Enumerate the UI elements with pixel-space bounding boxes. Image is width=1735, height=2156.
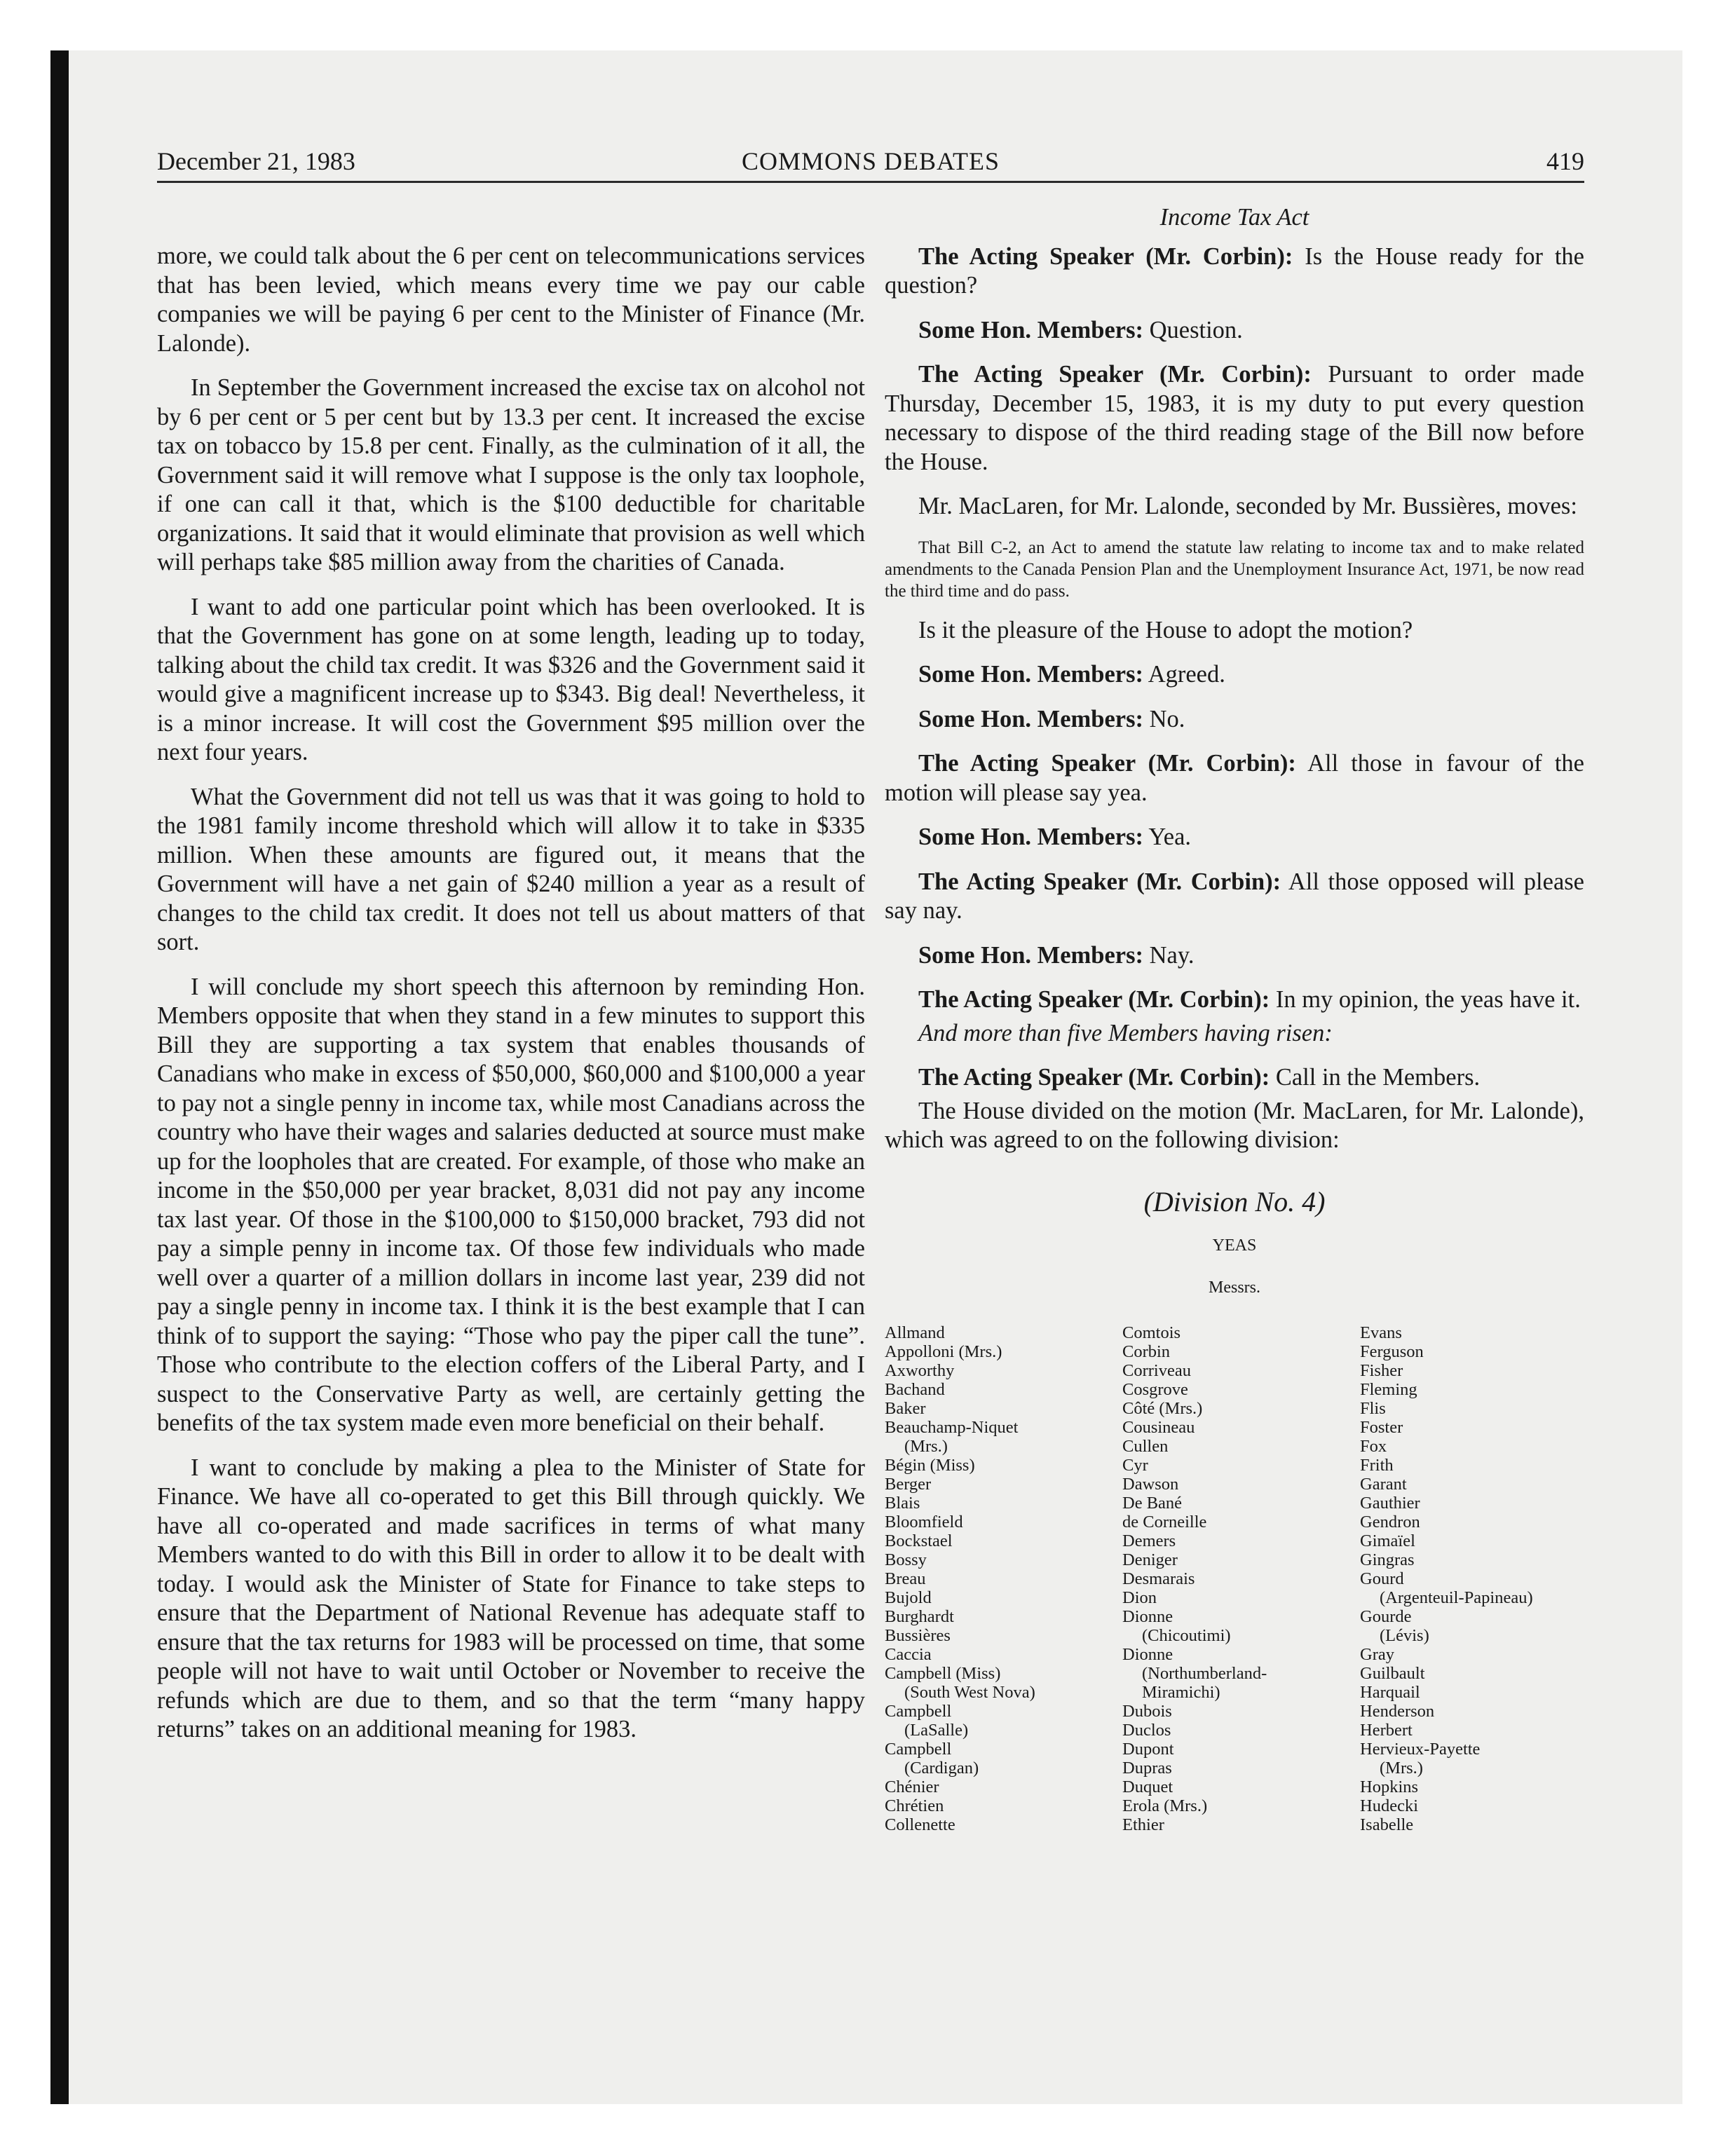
member-name: Bossy	[885, 1550, 927, 1569]
member-name: Dionne	[1122, 1645, 1173, 1664]
page-number: 419	[1546, 147, 1584, 175]
division-title: (Division No. 4)	[1143, 1185, 1326, 1217]
member-name: Breau	[885, 1569, 926, 1588]
member-name: Gourde	[1360, 1607, 1412, 1626]
member-name: Harquail	[1360, 1683, 1420, 1702]
member-name: Blais	[885, 1494, 920, 1513]
member-name: de Corneille	[1122, 1513, 1207, 1531]
speaker-name: The Acting Speaker (Mr. Corbin):	[918, 243, 1293, 270]
member-name: Allmand	[885, 1323, 945, 1342]
member-name: Bégin (Miss)	[885, 1456, 975, 1475]
entry-text: Pursuant to order made Thursday, December 15, 1983, it is my duty to put every question necessary to dispose of the third reading stage of the Bill now before the House.	[885, 361, 1584, 475]
member-name: Dawson	[1122, 1475, 1179, 1494]
member-name: Guilbault	[1360, 1664, 1425, 1683]
running-head: Income Tax Act	[1159, 204, 1309, 231]
member-name: Herbert	[1360, 1721, 1413, 1740]
debate-entry: The House divided on the motion (Mr. MacLaren, for Mr. Lalonde), which was agreed to on the following division:	[885, 1097, 1584, 1153]
member-name: Fleming	[1360, 1380, 1417, 1399]
member-name: (Chicoutimi)	[1142, 1626, 1231, 1645]
member-name: Gray	[1360, 1645, 1394, 1664]
entry-text: All those opposed will please say nay.	[885, 868, 1584, 924]
debate-entry	[885, 243, 1584, 301]
name-column	[1360, 1323, 1584, 1834]
speaker-name: The Acting Speaker (Mr. Corbin):	[918, 361, 1312, 388]
right-column	[885, 203, 1584, 1834]
division-name-list	[885, 1323, 1584, 1834]
member-name: Corriveau	[1122, 1361, 1191, 1380]
member-name: Ethier	[1122, 1815, 1164, 1834]
debate-entry	[885, 660, 1584, 690]
debate-entry	[885, 705, 1584, 735]
debate-entry: Mr. MacLaren, for Mr. Lalonde, seconded by Mr. Bussières, moves:	[918, 493, 1577, 519]
speaker-name: The Acting Speaker (Mr. Corbin):	[918, 1064, 1270, 1091]
member-name: Cousineau	[1122, 1418, 1195, 1437]
member-name: De Bané	[1122, 1494, 1183, 1513]
member-name: Dionne	[1122, 1607, 1173, 1626]
member-name: (Northumberland-	[1142, 1664, 1267, 1683]
debate-entry	[885, 985, 1584, 1015]
member-name: Deniger	[1122, 1550, 1178, 1569]
debate-entry	[885, 316, 1584, 346]
entry-text: Question.	[1143, 316, 1243, 343]
entry-text: In my opinion, the yeas have it.	[1270, 986, 1581, 1013]
stage-direction: And more than five Members having risen:	[918, 1019, 1333, 1046]
member-name: Bachand	[885, 1380, 945, 1399]
debate-entry	[885, 941, 1584, 971]
member-name: Demers	[1122, 1531, 1176, 1550]
paragraph: I want to conclude by making a plea to the Minister of State for Finance. We have all co-operated to get this Bill through quickly. We have all co-operated and made sacrifices in terms of what many Members wanted to do with this Bill in order to allow it to be dealt with today. I would ask the Minister of State for Finance to take steps to ensure that the Department of National Revenue has adequate staff to ensure that the tax returns for 1983 will be processed on time, that some people will not have to wait until October or November to receive the refunds which are due to them, and so that the term “many happy returns” takes on an additional meaning for 1983.	[157, 1454, 865, 1742]
debate-entry	[885, 360, 1584, 477]
member-name: Hervieux-Payette	[1360, 1740, 1481, 1759]
member-name: Fox	[1360, 1437, 1387, 1456]
speaker-name: The Acting Speaker (Mr. Corbin):	[918, 750, 1296, 777]
member-name: Cosgrove	[1122, 1380, 1188, 1399]
member-name: Frith	[1360, 1456, 1394, 1475]
header-rule	[157, 181, 1584, 183]
entry-text: Call in the Members.	[1270, 1064, 1481, 1091]
name-column	[1122, 1323, 1347, 1834]
member-name: Bujold	[885, 1588, 932, 1607]
member-name: Collenette	[885, 1815, 955, 1834]
member-name: Chrétien	[885, 1796, 944, 1815]
name-column	[885, 1323, 1109, 1834]
member-name: Erola (Mrs.)	[1122, 1796, 1208, 1815]
page-header	[157, 144, 1584, 180]
member-name: Flis	[1360, 1399, 1386, 1418]
paragraph: I want to add one particular point which has been overlooked. It is that the Government has gone on at some length, leading up to today, talking about the child tax credit. It was $326 and the Government said it would give a magnificent increase up to $343. Big deal! Nevertheless, it is a minor increase. It will cost the Government $95 million over the next four years.	[157, 593, 865, 765]
scan-border	[50, 50, 69, 2104]
member-name: Gimaïel	[1360, 1531, 1415, 1550]
member-name: Isabelle	[1360, 1815, 1414, 1834]
member-name: (Argenteuil-Papineau)	[1380, 1588, 1533, 1607]
member-name: Foster	[1360, 1418, 1403, 1437]
member-name: Garant	[1360, 1475, 1407, 1494]
entry-text: No.	[1143, 705, 1185, 732]
member-name: Appolloni (Mrs.)	[885, 1342, 1002, 1361]
member-name: (LaSalle)	[904, 1721, 969, 1740]
member-name: Baker	[885, 1399, 926, 1418]
header-title: COMMONS DEBATES	[741, 147, 1000, 175]
member-name: Miramichi)	[1142, 1683, 1220, 1702]
member-name: Bloomfield	[885, 1513, 963, 1531]
member-name: Axworthy	[885, 1361, 955, 1380]
left-column	[157, 242, 865, 1760]
member-name: Henderson	[1360, 1702, 1435, 1721]
division-label: YEAS	[1212, 1236, 1257, 1255]
member-name: Campbell	[885, 1702, 952, 1721]
member-name: (Mrs.)	[904, 1437, 948, 1456]
motion-text: That Bill C-2, an Act to amend the statute law relating to income tax and to make related amendments to the Canada Pension Plan and the Unemployment Insurance Act, 1971, be now read the third time and do pass.	[885, 538, 1584, 601]
member-name: Campbell (Miss)	[885, 1664, 1001, 1683]
member-name: Cyr	[1122, 1456, 1148, 1475]
member-name: Duquet	[1122, 1778, 1173, 1796]
member-name: Gingras	[1360, 1550, 1415, 1569]
member-name: Corbin	[1122, 1342, 1171, 1361]
paragraph: more, we could talk about the 6 per cent on telecommunications services that has been levied, which means every time we pay our cable companies we will be paying 6 per cent to the Minister of Finance (Mr. Lalonde).	[157, 243, 865, 357]
member-name: Hopkins	[1360, 1778, 1419, 1796]
member-name: Hudecki	[1360, 1796, 1418, 1815]
member-name: Gauthier	[1360, 1494, 1420, 1513]
member-name: Fisher	[1360, 1361, 1403, 1380]
member-name: (Cardigan)	[904, 1759, 979, 1778]
member-name: Côté (Mrs.)	[1122, 1399, 1203, 1418]
speaker-name: The Acting Speaker (Mr. Corbin):	[918, 986, 1270, 1013]
member-name: Cullen	[1122, 1437, 1169, 1456]
speaker-name: Some Hon. Members:	[918, 661, 1143, 688]
member-name: Ferguson	[1360, 1342, 1424, 1361]
speaker-name: Some Hon. Members:	[918, 316, 1143, 343]
member-name: Burghardt	[885, 1607, 954, 1626]
member-name: Bockstael	[885, 1531, 953, 1550]
member-name: Berger	[885, 1475, 932, 1494]
member-name: Gendron	[1360, 1513, 1420, 1531]
member-name: Evans	[1360, 1323, 1402, 1342]
member-name: Duclos	[1122, 1721, 1171, 1740]
entry-text: All those in favour of the motion will please say yea.	[885, 750, 1584, 806]
entry-text: Yea.	[1143, 824, 1192, 850]
member-name: Comtois	[1122, 1323, 1181, 1342]
member-name: Bussières	[885, 1626, 951, 1645]
member-name: Dubois	[1122, 1702, 1172, 1721]
speaker-name: Some Hon. Members:	[918, 705, 1143, 732]
member-name: Dion	[1122, 1588, 1157, 1607]
entry-text: Is the House ready for the question?	[885, 243, 1584, 299]
paragraph: In September the Government increased the excise tax on alcohol not by 6 per cent or 5 per cent but by 13.3 per cent. It increased the excise tax on tobacco by 15.8 per cent. Finally, as the culmination of it all, the Government said it will remove what I suppose is the only tax loophole, if one can call it that, which is the $100 deductible for charitable organizations. It said that it would eliminate that provision as well which will perhaps take $85 million away from the charities of Canada.	[157, 374, 865, 575]
member-name: (Mrs.)	[1380, 1759, 1423, 1778]
member-name: Beauchamp-Niquet	[885, 1418, 1019, 1437]
member-name: Chénier	[885, 1778, 939, 1796]
member-name: (South West Nova)	[904, 1683, 1035, 1702]
division-sublabel: Messrs.	[1208, 1278, 1260, 1297]
paragraph: I will conclude my short speech this afternoon by reminding Hon. Members opposite that when they stand in a few minutes to support this Bill they are supporting a tax system that enables thousands of Canadians who make in excess of $50,000, $60,000 and $100,000 a year to pay not a single penny in income tax, while most Canadians across the country who have their wages and salaries deducted at source must make up for the loopholes that are created. For example, of those who make an income in the $50,000 per year bracket, 8,031 did not pay any income tax last year. Of those in the $100,000 to $150,000 bracket, 793 did not pay a simple penny in income tax. Of those few individuals who made well over a quarter of a million dollars in income last year, 239 did not pay a single penny in income tax. I think it is the best example that I can think of to support the saying: “Those who pay the piper call the tune”. Those who contribute to the election coffers of the Liberal Party, and I suspect to the Conservative Party as well, are certainly getting the benefits of the tax system made even more beneficial on their behalf.	[157, 973, 865, 1436]
debate-entry	[885, 1063, 1584, 1093]
entry-text: Nay.	[1143, 941, 1195, 969]
member-name: (Lévis)	[1380, 1626, 1429, 1645]
member-name: Caccia	[885, 1645, 932, 1664]
header-date: December 21, 1983	[157, 147, 355, 175]
speaker-name: Some Hon. Members:	[918, 941, 1143, 969]
debate-entry	[885, 868, 1584, 926]
member-name: Desmarais	[1122, 1569, 1195, 1588]
speaker-name: The Acting Speaker (Mr. Corbin):	[918, 868, 1281, 895]
member-name: Campbell	[885, 1740, 952, 1759]
paragraph: What the Government did not tell us was that it was going to hold to the 1981 family income threshold which will allow it to take in $335 million. When these amounts are figured out, it means that the Government will have a net gain of $240 million a year as a result of changes to the child tax credit. It does not tell us about matters of that sort.	[157, 783, 865, 955]
member-name: Dupont	[1122, 1740, 1174, 1759]
debate-entry: Is it the pleasure of the House to adopt the motion?	[918, 616, 1413, 643]
speaker-name: Some Hon. Members:	[918, 824, 1143, 850]
member-name: Dupras	[1122, 1759, 1172, 1778]
member-name: Gourd	[1360, 1569, 1404, 1588]
entry-text: Agreed.	[1143, 661, 1225, 688]
debate-entry	[885, 749, 1584, 807]
debate-entry	[885, 823, 1584, 852]
